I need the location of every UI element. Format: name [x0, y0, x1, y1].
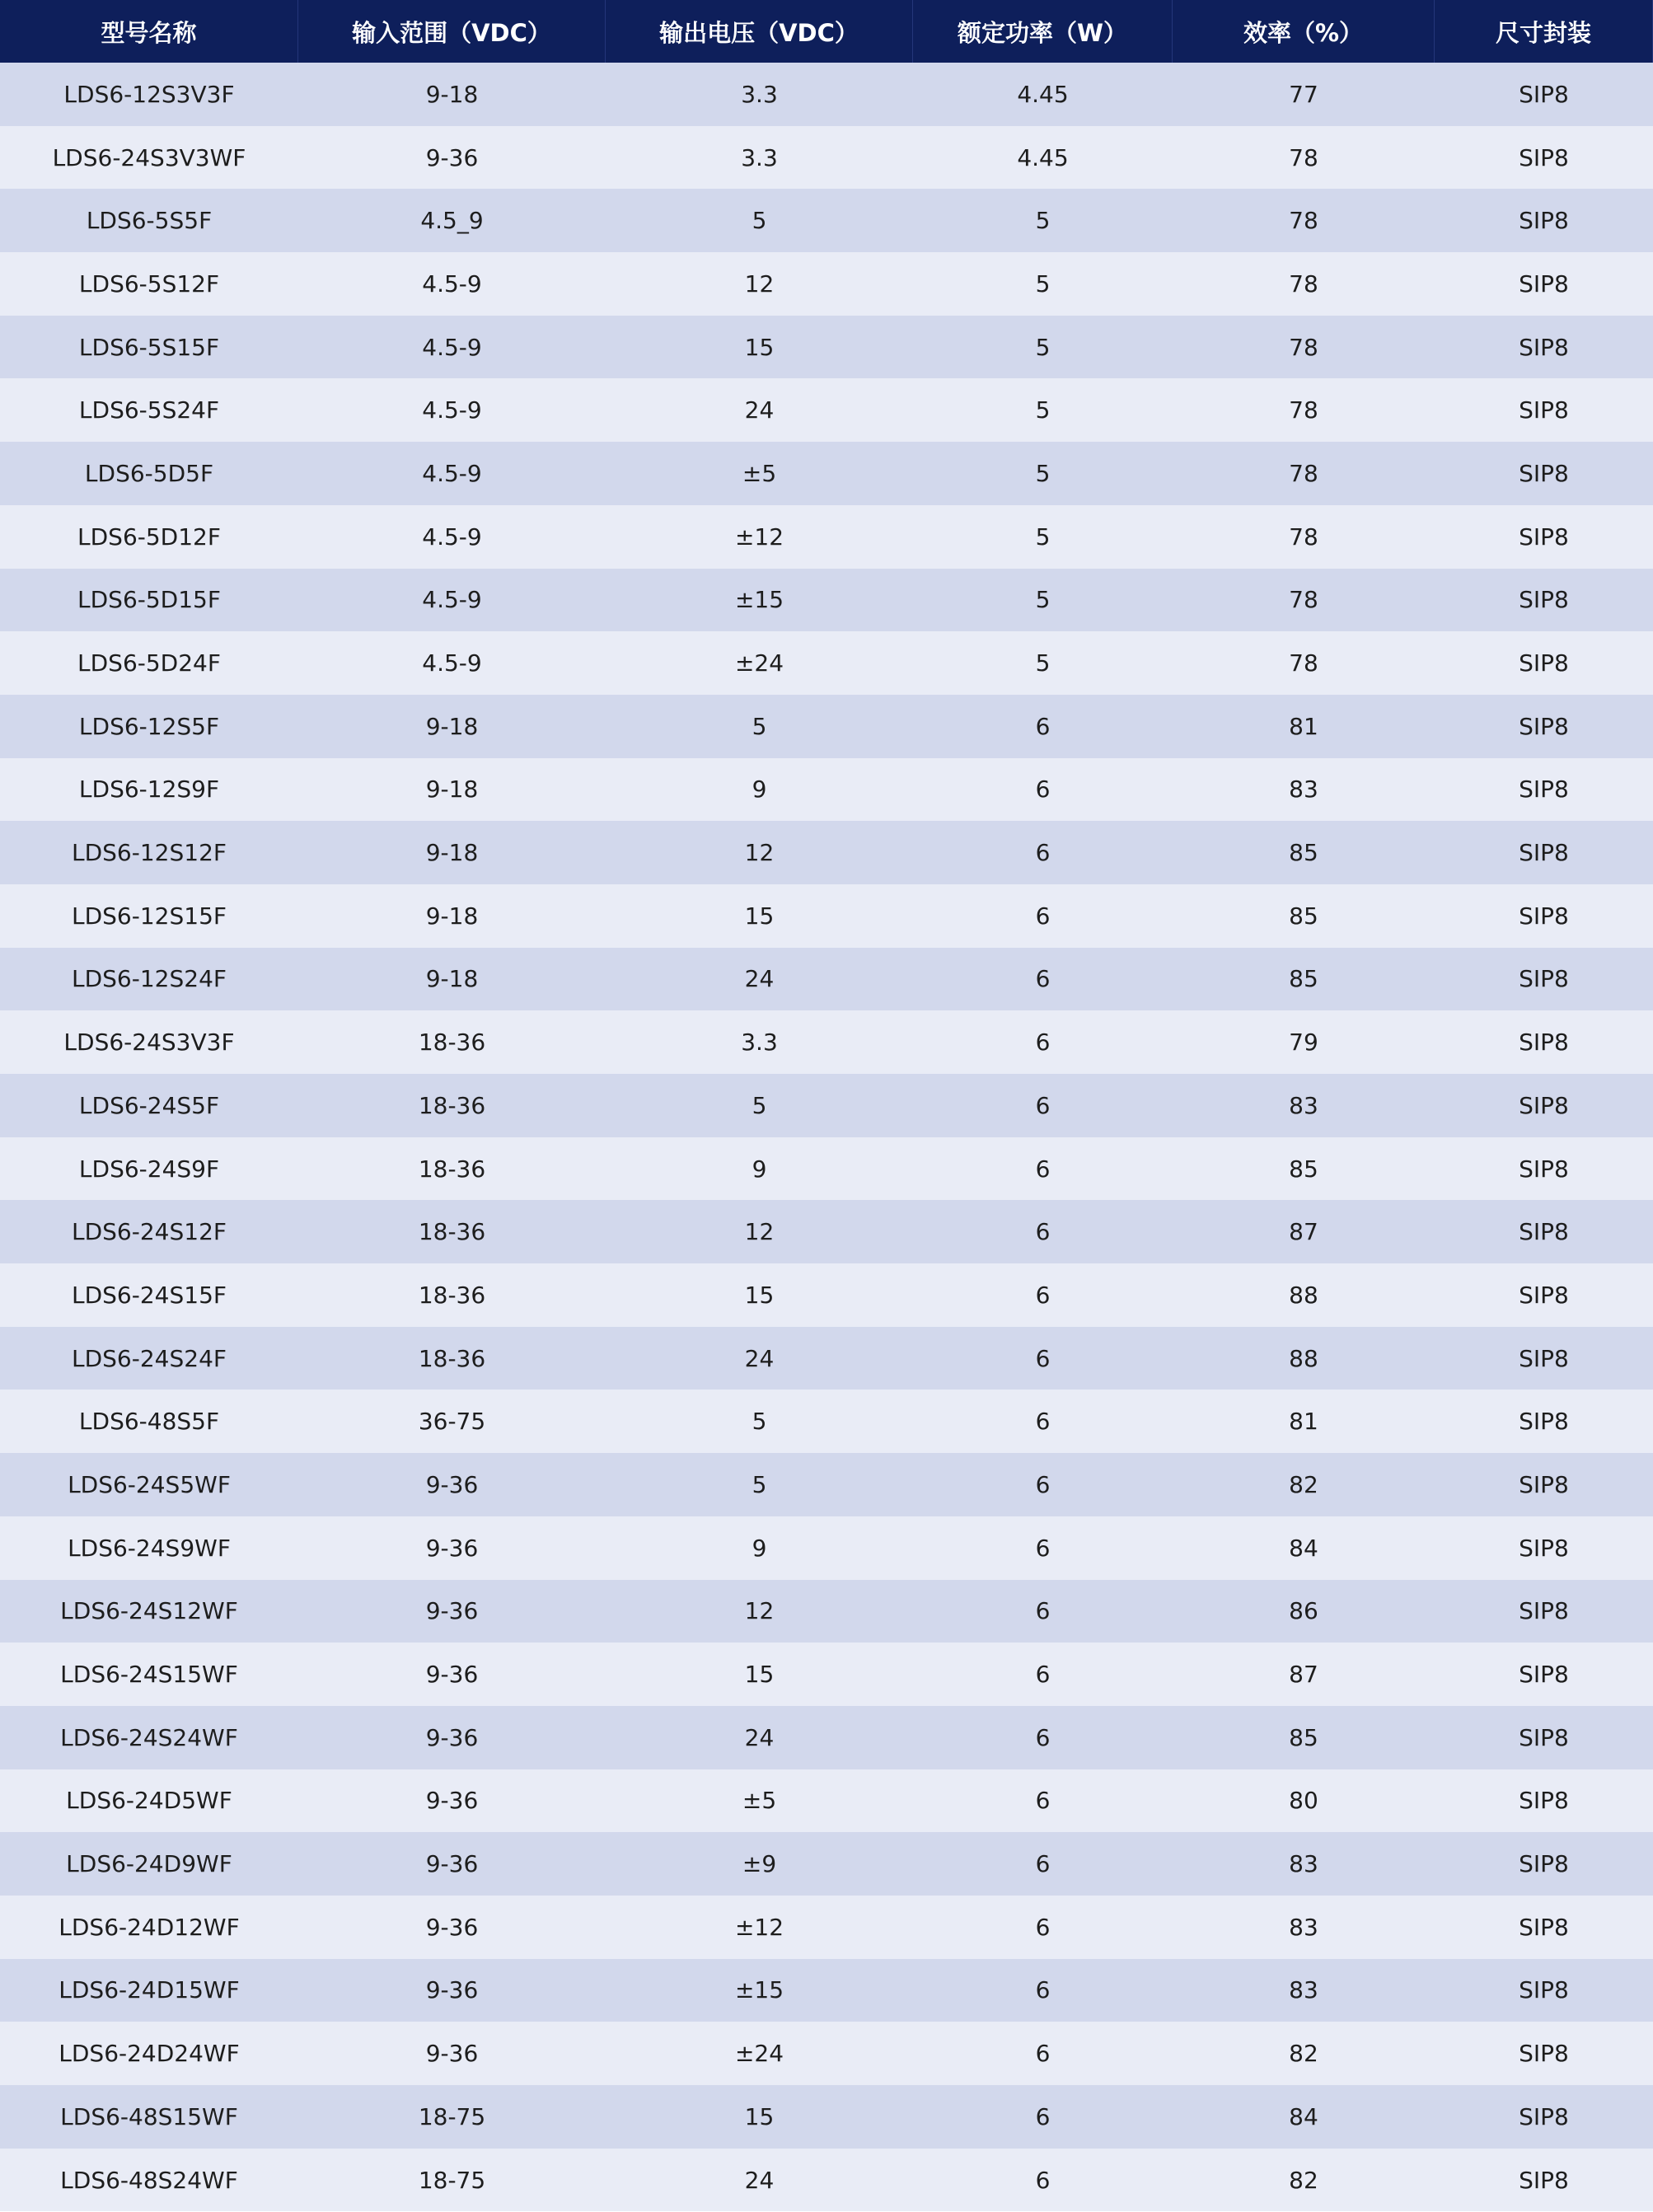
cell-input-range: 18-36 — [298, 1137, 606, 1201]
cell-package: SIP8 — [1435, 1516, 1653, 1580]
cell-package: SIP8 — [1435, 442, 1653, 505]
cell-package: SIP8 — [1435, 1580, 1653, 1643]
cell-model: LDS6-12S15F — [0, 884, 298, 948]
cell-output-voltage: ±5 — [606, 1769, 913, 1833]
cell-efficiency: 86 — [1173, 1580, 1435, 1643]
cell-output-voltage: 24 — [606, 1327, 913, 1390]
cell-output-voltage: ±12 — [606, 1896, 913, 1959]
cell-output-voltage: ±12 — [606, 505, 913, 569]
cell-package: SIP8 — [1435, 758, 1653, 822]
cell-output-voltage: 12 — [606, 1200, 913, 1263]
cell-efficiency: 87 — [1173, 1200, 1435, 1263]
cell-rated-power: 6 — [913, 2085, 1173, 2149]
cell-input-range: 4.5-9 — [298, 378, 606, 442]
cell-efficiency: 85 — [1173, 948, 1435, 1011]
cell-model: LDS6-24S9F — [0, 1137, 298, 1201]
cell-model: LDS6-12S9F — [0, 758, 298, 822]
cell-model: LDS6-5D15F — [0, 569, 298, 632]
cell-output-voltage: 15 — [606, 2085, 913, 2149]
cell-rated-power: 6 — [913, 1896, 1173, 1959]
cell-input-range: 4.5-9 — [298, 316, 606, 379]
cell-output-voltage: ±5 — [606, 442, 913, 505]
cell-rated-power: 6 — [913, 1706, 1173, 1769]
cell-model: LDS6-24S5F — [0, 1074, 298, 1137]
cell-package: SIP8 — [1435, 505, 1653, 569]
cell-output-voltage: 3.3 — [606, 63, 913, 126]
cell-model: LDS6-48S24WF — [0, 2149, 298, 2212]
cell-input-range: 9-18 — [298, 695, 606, 758]
cell-model: LDS6-12S24F — [0, 948, 298, 1011]
cell-package: SIP8 — [1435, 1327, 1653, 1390]
cell-package: SIP8 — [1435, 1896, 1653, 1959]
header-output-voltage: 输出电压（VDC） — [606, 0, 913, 63]
cell-efficiency: 78 — [1173, 569, 1435, 632]
cell-rated-power: 5 — [913, 316, 1173, 379]
cell-efficiency: 87 — [1173, 1643, 1435, 1706]
cell-input-range: 9-18 — [298, 758, 606, 822]
cell-output-voltage: 9 — [606, 1516, 913, 1580]
cell-efficiency: 84 — [1173, 2085, 1435, 2149]
cell-efficiency: 85 — [1173, 821, 1435, 884]
cell-model: LDS6-5S15F — [0, 316, 298, 379]
cell-model: LDS6-24S3V3WF — [0, 126, 298, 190]
cell-output-voltage: ±24 — [606, 2022, 913, 2085]
cell-model: LDS6-5S24F — [0, 378, 298, 442]
cell-input-range: 9-18 — [298, 821, 606, 884]
cell-efficiency: 78 — [1173, 126, 1435, 190]
cell-output-voltage: 24 — [606, 948, 913, 1011]
cell-efficiency: 78 — [1173, 505, 1435, 569]
cell-package: SIP8 — [1435, 252, 1653, 316]
cell-rated-power: 6 — [913, 821, 1173, 884]
header-rated-power: 额定功率（W） — [913, 0, 1173, 63]
cell-input-range: 4.5_9 — [298, 189, 606, 252]
cell-model: LDS6-24D12WF — [0, 1896, 298, 1959]
cell-rated-power: 6 — [913, 1327, 1173, 1390]
cell-rated-power: 5 — [913, 442, 1173, 505]
cell-efficiency: 85 — [1173, 884, 1435, 948]
cell-input-range: 4.5-9 — [298, 442, 606, 505]
cell-package: SIP8 — [1435, 2085, 1653, 2149]
cell-input-range: 36-75 — [298, 1390, 606, 1453]
cell-input-range: 9-36 — [298, 1453, 606, 1516]
cell-input-range: 9-36 — [298, 1896, 606, 1959]
cell-model: LDS6-48S5F — [0, 1390, 298, 1453]
cell-output-voltage: 12 — [606, 252, 913, 316]
cell-rated-power: 6 — [913, 1580, 1173, 1643]
cell-output-voltage: 5 — [606, 1453, 913, 1516]
cell-efficiency: 85 — [1173, 1706, 1435, 1769]
cell-package: SIP8 — [1435, 63, 1653, 126]
cell-output-voltage: 3.3 — [606, 1010, 913, 1074]
cell-efficiency: 78 — [1173, 631, 1435, 695]
cell-model: LDS6-12S12F — [0, 821, 298, 884]
cell-model: LDS6-48S15WF — [0, 2085, 298, 2149]
cell-input-range: 9-36 — [298, 1769, 606, 1833]
cell-rated-power: 6 — [913, 1390, 1173, 1453]
cell-package: SIP8 — [1435, 1074, 1653, 1137]
cell-output-voltage: 12 — [606, 1580, 913, 1643]
cell-package: SIP8 — [1435, 316, 1653, 379]
cell-rated-power: 5 — [913, 378, 1173, 442]
cell-efficiency: 88 — [1173, 1263, 1435, 1327]
cell-rated-power: 5 — [913, 505, 1173, 569]
cell-input-range: 9-36 — [298, 126, 606, 190]
cell-output-voltage: 9 — [606, 758, 913, 822]
cell-input-range: 9-36 — [298, 1580, 606, 1643]
cell-efficiency: 80 — [1173, 1769, 1435, 1833]
cell-model: LDS6-24S12WF — [0, 1580, 298, 1643]
cell-input-range: 18-36 — [298, 1327, 606, 1390]
cell-input-range: 18-36 — [298, 1263, 606, 1327]
cell-output-voltage: 15 — [606, 1643, 913, 1706]
cell-efficiency: 78 — [1173, 316, 1435, 379]
cell-efficiency: 82 — [1173, 2149, 1435, 2212]
cell-efficiency: 83 — [1173, 758, 1435, 822]
cell-model: LDS6-5D5F — [0, 442, 298, 505]
cell-rated-power: 6 — [913, 1263, 1173, 1327]
cell-output-voltage: ±24 — [606, 631, 913, 695]
cell-rated-power: 6 — [913, 2022, 1173, 2085]
cell-model: LDS6-24S9WF — [0, 1516, 298, 1580]
cell-model: LDS6-5D24F — [0, 631, 298, 695]
cell-model: LDS6-24D15WF — [0, 1959, 298, 2022]
cell-model: LDS6-5S5F — [0, 189, 298, 252]
cell-input-range: 9-18 — [298, 63, 606, 126]
cell-output-voltage: 24 — [606, 378, 913, 442]
header-package: 尺寸封装 — [1435, 0, 1653, 63]
cell-model: LDS6-24S15WF — [0, 1643, 298, 1706]
cell-efficiency: 83 — [1173, 1896, 1435, 1959]
cell-efficiency: 83 — [1173, 1959, 1435, 2022]
cell-rated-power: 6 — [913, 695, 1173, 758]
cell-input-range: 4.5-9 — [298, 505, 606, 569]
cell-rated-power: 6 — [913, 2149, 1173, 2212]
cell-package: SIP8 — [1435, 1453, 1653, 1516]
cell-output-voltage: 9 — [606, 1137, 913, 1201]
cell-rated-power: 6 — [913, 1959, 1173, 2022]
cell-package: SIP8 — [1435, 569, 1653, 632]
cell-model: LDS6-24S24F — [0, 1327, 298, 1390]
cell-output-voltage: 24 — [606, 1706, 913, 1769]
cell-efficiency: 83 — [1173, 1074, 1435, 1137]
cell-model: LDS6-12S3V3F — [0, 63, 298, 126]
cell-efficiency: 79 — [1173, 1010, 1435, 1074]
cell-output-voltage: ±15 — [606, 1959, 913, 2022]
cell-rated-power: 4.45 — [913, 63, 1173, 126]
cell-input-range: 18-75 — [298, 2149, 606, 2212]
cell-output-voltage: ±15 — [606, 569, 913, 632]
cell-model: LDS6-24D5WF — [0, 1769, 298, 1833]
cell-output-voltage: ±9 — [606, 1832, 913, 1896]
cell-rated-power: 6 — [913, 884, 1173, 948]
cell-input-range: 4.5-9 — [298, 569, 606, 632]
cell-package: SIP8 — [1435, 1200, 1653, 1263]
cell-model: LDS6-24S15F — [0, 1263, 298, 1327]
cell-input-range: 9-36 — [298, 1832, 606, 1896]
cell-package: SIP8 — [1435, 1643, 1653, 1706]
cell-package: SIP8 — [1435, 126, 1653, 190]
cell-input-range: 18-36 — [298, 1200, 606, 1263]
cell-rated-power: 6 — [913, 1516, 1173, 1580]
cell-package: SIP8 — [1435, 821, 1653, 884]
cell-efficiency: 77 — [1173, 63, 1435, 126]
cell-efficiency: 88 — [1173, 1327, 1435, 1390]
cell-input-range: 9-36 — [298, 1516, 606, 1580]
cell-efficiency: 81 — [1173, 1390, 1435, 1453]
cell-model: LDS6-24S24WF — [0, 1706, 298, 1769]
cell-rated-power: 6 — [913, 1769, 1173, 1833]
cell-input-range: 9-36 — [298, 1706, 606, 1769]
cell-rated-power: 6 — [913, 1010, 1173, 1074]
cell-package: SIP8 — [1435, 884, 1653, 948]
cell-package: SIP8 — [1435, 378, 1653, 442]
cell-rated-power: 6 — [913, 1832, 1173, 1896]
cell-input-range: 4.5-9 — [298, 631, 606, 695]
cell-package: SIP8 — [1435, 631, 1653, 695]
cell-efficiency: 78 — [1173, 442, 1435, 505]
cell-package: SIP8 — [1435, 948, 1653, 1011]
cell-model: LDS6-24D9WF — [0, 1832, 298, 1896]
cell-package: SIP8 — [1435, 1769, 1653, 1833]
header-input-range: 输入范围（VDC） — [298, 0, 606, 63]
cell-input-range: 4.5-9 — [298, 252, 606, 316]
cell-rated-power: 6 — [913, 1643, 1173, 1706]
cell-rated-power: 4.45 — [913, 126, 1173, 190]
cell-efficiency: 85 — [1173, 1137, 1435, 1201]
cell-package: SIP8 — [1435, 1137, 1653, 1201]
cell-output-voltage: 24 — [606, 2149, 913, 2212]
cell-output-voltage: 15 — [606, 1263, 913, 1327]
cell-output-voltage: 5 — [606, 189, 913, 252]
cell-input-range: 18-36 — [298, 1010, 606, 1074]
cell-efficiency: 81 — [1173, 695, 1435, 758]
cell-rated-power: 6 — [913, 948, 1173, 1011]
cell-efficiency: 82 — [1173, 1453, 1435, 1516]
cell-input-range: 9-36 — [298, 2022, 606, 2085]
cell-model: LDS6-24S5WF — [0, 1453, 298, 1516]
cell-rated-power: 5 — [913, 189, 1173, 252]
header-efficiency: 效率（%） — [1173, 0, 1435, 63]
cell-output-voltage: 12 — [606, 821, 913, 884]
cell-package: SIP8 — [1435, 1706, 1653, 1769]
cell-rated-power: 6 — [913, 1453, 1173, 1516]
cell-output-voltage: 5 — [606, 695, 913, 758]
cell-output-voltage: 3.3 — [606, 126, 913, 190]
cell-rated-power: 6 — [913, 758, 1173, 822]
cell-package: SIP8 — [1435, 189, 1653, 252]
cell-efficiency: 78 — [1173, 189, 1435, 252]
cell-package: SIP8 — [1435, 1263, 1653, 1327]
cell-efficiency: 82 — [1173, 2022, 1435, 2085]
cell-rated-power: 6 — [913, 1074, 1173, 1137]
cell-package: SIP8 — [1435, 1390, 1653, 1453]
cell-model: LDS6-24S12F — [0, 1200, 298, 1263]
cell-output-voltage: 5 — [606, 1074, 913, 1137]
cell-model: LDS6-5D12F — [0, 505, 298, 569]
cell-rated-power: 5 — [913, 569, 1173, 632]
cell-rated-power: 5 — [913, 252, 1173, 316]
cell-efficiency: 83 — [1173, 1832, 1435, 1896]
cell-input-range: 9-18 — [298, 948, 606, 1011]
cell-package: SIP8 — [1435, 2149, 1653, 2212]
cell-input-range: 9-36 — [298, 1959, 606, 2022]
cell-package: SIP8 — [1435, 2022, 1653, 2085]
cell-rated-power: 5 — [913, 631, 1173, 695]
cell-package: SIP8 — [1435, 1959, 1653, 2022]
cell-input-range: 9-36 — [298, 1643, 606, 1706]
cell-input-range: 18-36 — [298, 1074, 606, 1137]
cell-model: LDS6-12S5F — [0, 695, 298, 758]
cell-efficiency: 84 — [1173, 1516, 1435, 1580]
header-model: 型号名称 — [0, 0, 298, 63]
cell-package: SIP8 — [1435, 1010, 1653, 1074]
cell-rated-power: 6 — [913, 1200, 1173, 1263]
cell-package: SIP8 — [1435, 1832, 1653, 1896]
cell-efficiency: 78 — [1173, 378, 1435, 442]
cell-model: LDS6-24D24WF — [0, 2022, 298, 2085]
cell-model: LDS6-24S3V3F — [0, 1010, 298, 1074]
cell-input-range: 9-18 — [298, 884, 606, 948]
cell-output-voltage: 15 — [606, 316, 913, 379]
cell-efficiency: 78 — [1173, 252, 1435, 316]
cell-package: SIP8 — [1435, 695, 1653, 758]
cell-model: LDS6-5S12F — [0, 252, 298, 316]
cell-output-voltage: 15 — [606, 884, 913, 948]
cell-rated-power: 6 — [913, 1137, 1173, 1201]
cell-output-voltage: 5 — [606, 1390, 913, 1453]
cell-input-range: 18-75 — [298, 2085, 606, 2149]
